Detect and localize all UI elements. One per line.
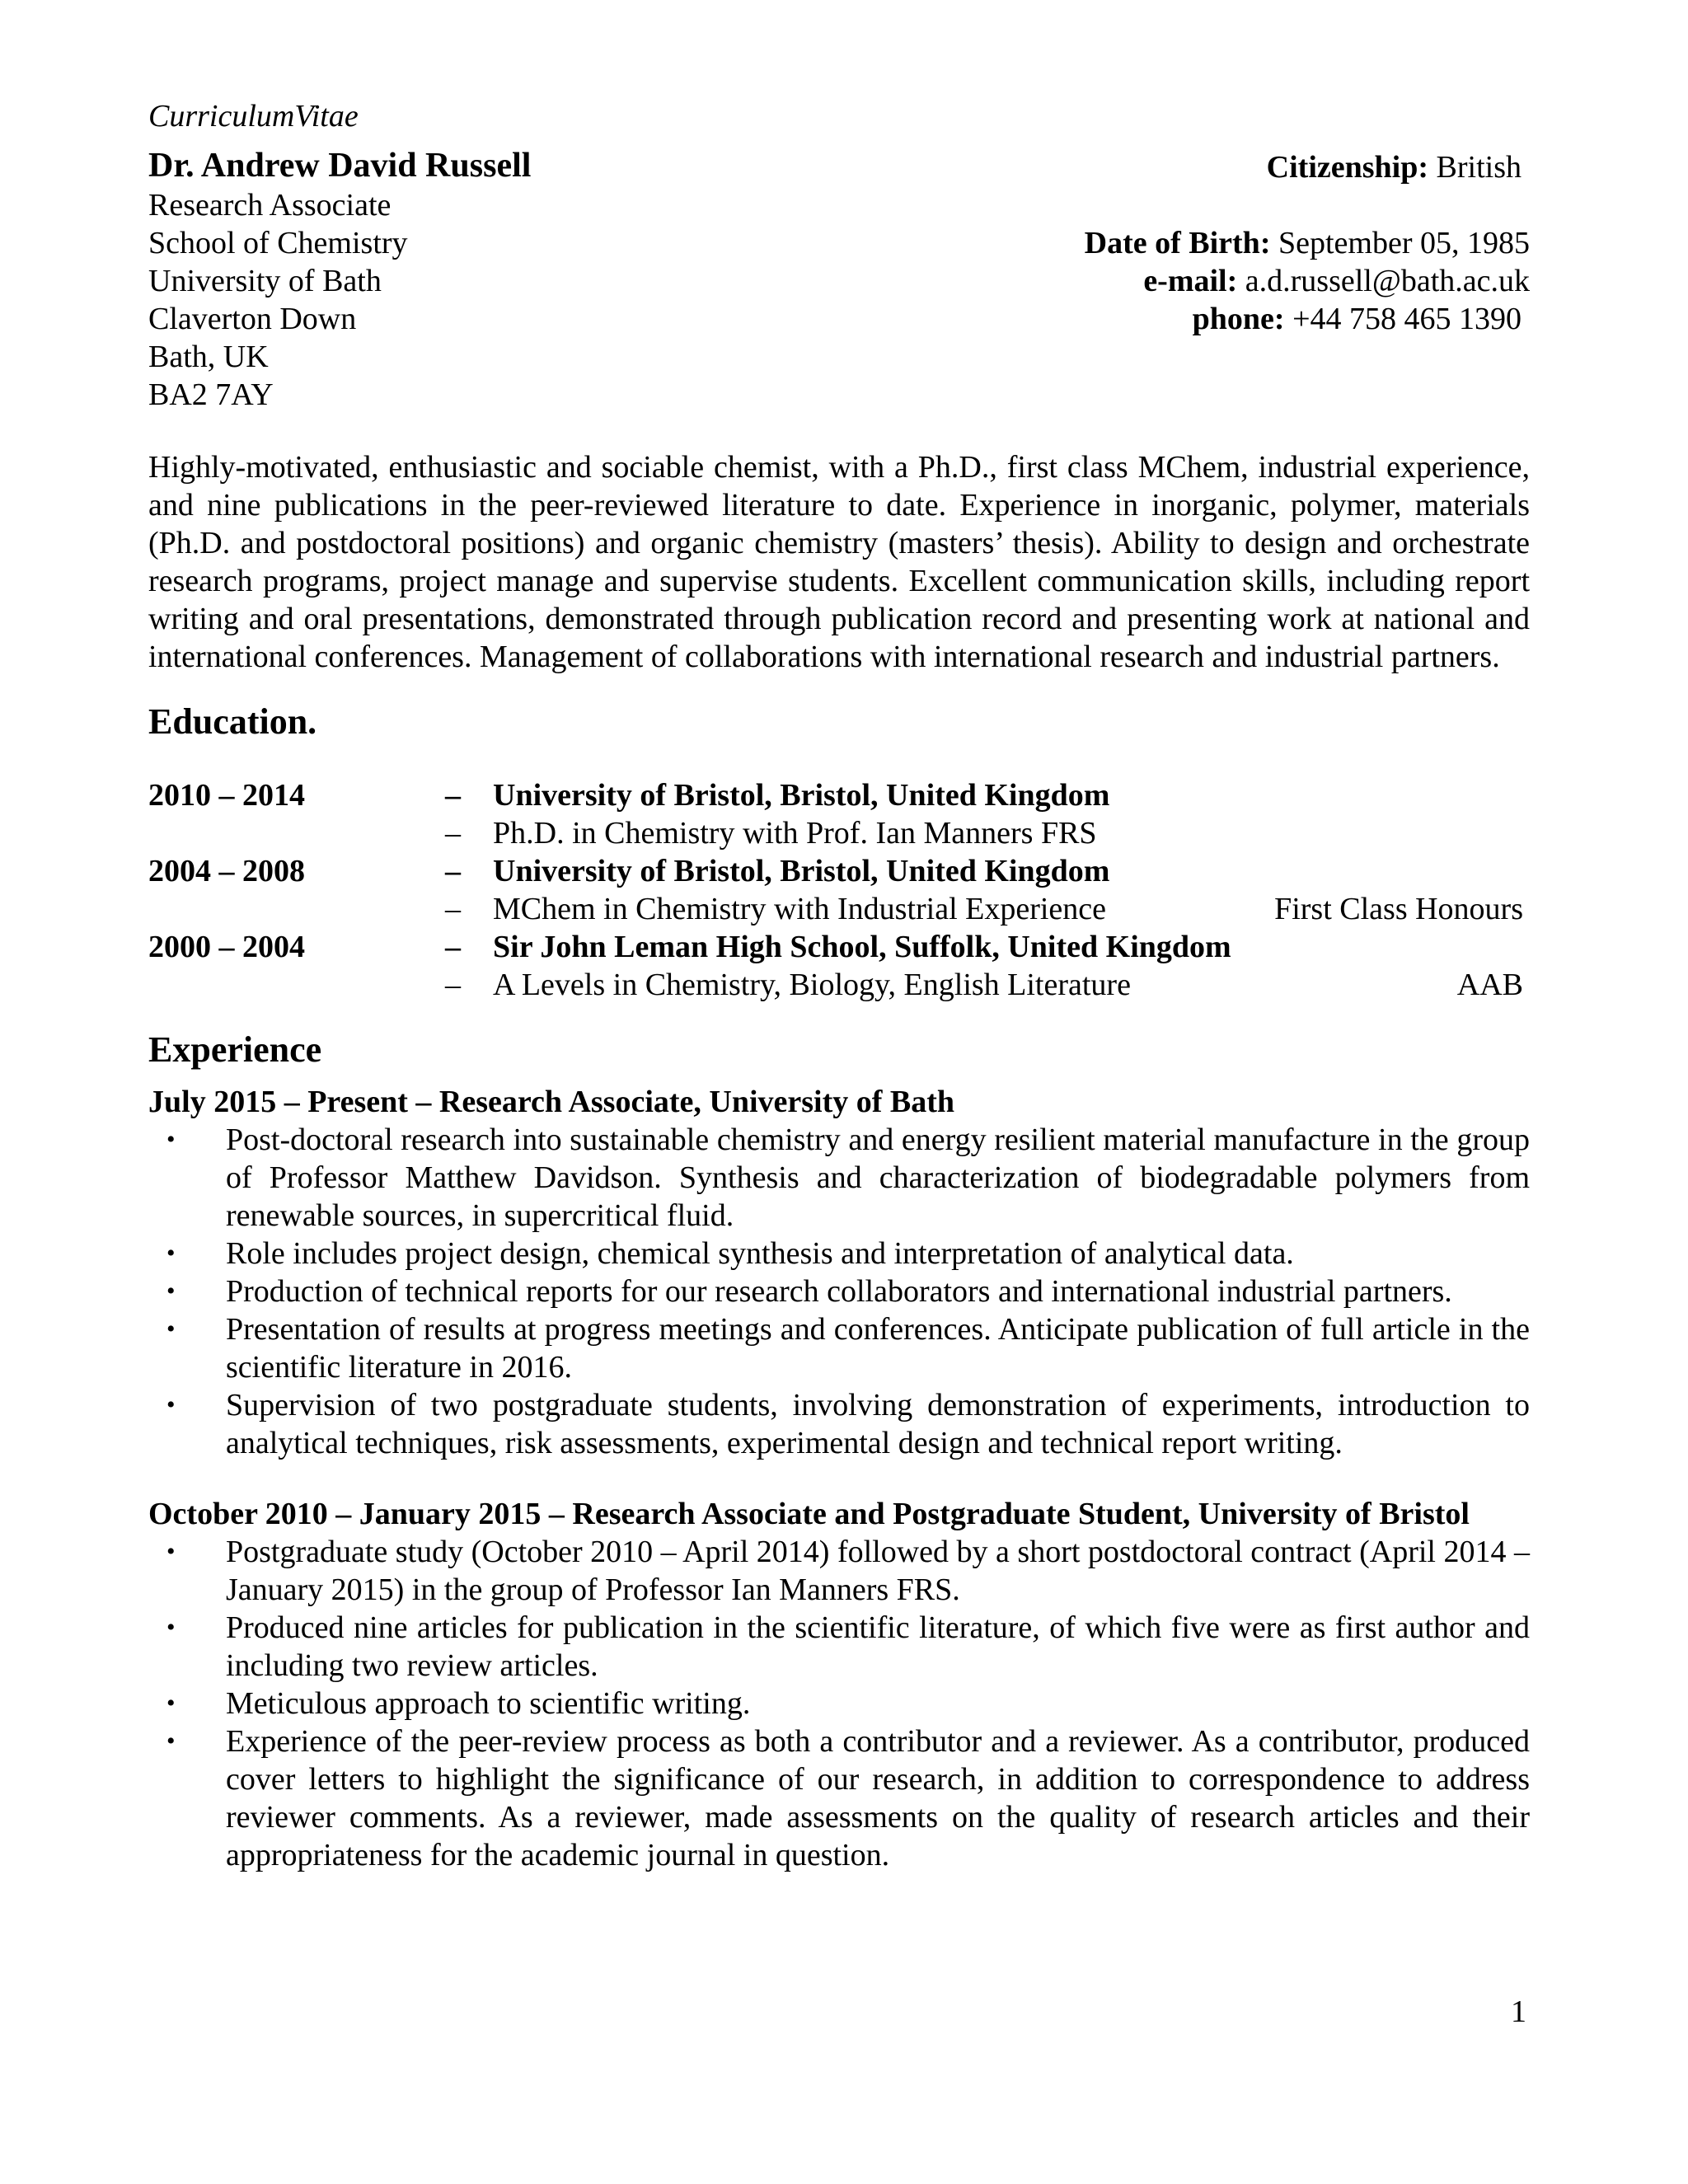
list-item <box>148 1533 1530 1609</box>
bullet-text: Postgraduate study (October 2010 – April 2014) followed by a short postdoctoral contract (April 2014 – January 2015) in the group of Professor Ian Manners FRS. <box>226 1535 1530 1607</box>
education-years: 2000 – 2004 <box>148 930 305 964</box>
phone-label: phone: <box>1192 302 1285 336</box>
bullet-text: Production of technical reports for our research collaborators and international industrial partners. <box>226 1274 1452 1309</box>
email-line <box>1143 262 1530 300</box>
role-title: July 2015 – Present – Research Associate, University of Bath <box>148 1085 955 1119</box>
education-entry <box>148 928 1530 966</box>
address-line-university: University of Bath <box>148 264 382 298</box>
education-entry <box>148 852 1530 890</box>
bullet-icon: • <box>166 1690 176 1717</box>
role-bullets <box>148 1121 1530 1462</box>
list-item <box>148 1685 1530 1722</box>
education-list <box>148 776 1530 1004</box>
dash-separator: – <box>445 930 461 964</box>
dash-separator: – <box>445 778 461 813</box>
dash-separator: – <box>445 892 461 926</box>
list-item <box>148 1121 1530 1235</box>
education-detail-row <box>148 966 1530 1004</box>
summary-paragraph: Highly-motivated, enthusiastic and sociable chemist, with a Ph.D., first class MChem, industrial experience, and nine publications in the peer-reviewed literature to date. Experience in inorganic, polymer, materials (Ph.D. and postdoctoral positions) and organic chemistry (masters’ thesis). Ability to design and orchestrate research programs, project manage and supervise students. Excellent communication skills, including report writing and oral presentations, demonstrated through publication record and presenting work at national and international conferences. Management of collaborations with international research and industrial partners. <box>148 450 1530 674</box>
address-line-city: Bath, UK <box>148 340 269 374</box>
list-item <box>148 1609 1530 1685</box>
bullet-icon: • <box>166 1240 176 1267</box>
bullet-icon: • <box>166 1391 176 1418</box>
role-title: October 2010 – January 2015 – Research Associate and Postgraduate Student, University of Bristol <box>148 1497 1470 1531</box>
dash-separator: – <box>445 854 461 888</box>
bullet-icon: • <box>166 1614 176 1641</box>
bullet-text: Meticulous approach to scientific writing. <box>226 1686 751 1721</box>
address-line-postcode: BA2 7AY <box>148 377 274 412</box>
citizenship-line <box>1267 148 1522 186</box>
education-detail-row <box>148 814 1530 852</box>
email-label: e-mail: <box>1143 264 1238 298</box>
phone-line <box>1193 300 1522 338</box>
education-years: 2004 – 2008 <box>148 854 305 888</box>
address-line-street: Claverton Down <box>148 302 357 336</box>
page-number: 1 <box>1511 1994 1526 2029</box>
education-years: 2010 – 2014 <box>148 778 305 813</box>
email-value[interactable]: a.d.russell@bath.ac.uk <box>1237 264 1530 298</box>
experience-heading: Experience <box>148 1029 322 1070</box>
education-heading: Education. <box>148 701 317 742</box>
education-entry <box>148 776 1530 814</box>
education-institution: Sir John Leman High School, Suffolk, United Kingdom <box>493 930 1231 964</box>
bullet-icon: • <box>166 1727 176 1755</box>
dash-separator: – <box>445 968 461 1002</box>
bullet-text: Role includes project design, chemical synthesis and interpretation of analytical data. <box>226 1236 1294 1271</box>
cv-page <box>148 97 1530 1874</box>
bullet-icon: • <box>166 1126 176 1153</box>
header <box>148 145 1530 414</box>
phone-value: +44 758 465 1390 <box>1284 302 1522 336</box>
education-detail: A Levels in Chemistry, Biology, English Literature <box>493 968 1131 1002</box>
education-detail-row <box>148 890 1530 928</box>
list-item <box>148 1386 1530 1462</box>
bullet-text: Experience of the peer-review process as both a contributor and a reviewer. As a contributor, produced cover letters to highlight the significance of our research, in addition to correspondence to address reviewer comments. As a reviewer, made assessments on the quality of research articles and their appropriateness for the academic journal in question. <box>226 1724 1530 1872</box>
education-grade: First Class Honours <box>1274 892 1523 926</box>
citizenship-label: Citizenship: <box>1266 150 1429 185</box>
dob-value: September 05, 1985 <box>1270 226 1530 260</box>
list-item <box>148 1235 1530 1272</box>
bullet-icon: • <box>166 1315 176 1343</box>
address-line-position: Research Associate <box>148 188 392 223</box>
education-institution: University of Bristol, Bristol, United Kingdom <box>493 778 1110 813</box>
dob-line <box>1085 224 1530 262</box>
dash-separator: – <box>445 816 461 851</box>
education-grade: AAB <box>1456 968 1523 1002</box>
citizenship-value: British <box>1428 150 1522 185</box>
education-detail: MChem in Chemistry with Industrial Experience <box>493 892 1107 926</box>
list-item <box>148 1722 1530 1874</box>
bullet-text: Supervision of two postgraduate students, involving demonstration of experiments, introduction to analytical techniques, risk assessments, experimental design and technical report writing. <box>226 1388 1530 1460</box>
dob-label: Date of Birth: <box>1084 226 1271 260</box>
education-detail: Ph.D. in Chemistry with Prof. Ian Manners FRS <box>493 816 1097 851</box>
bullet-text: Presentation of results at progress meetings and conferences. Anticipate publication of full article in the scientific literature in 2016. <box>226 1312 1530 1385</box>
document-label: CurriculumVitae <box>148 99 359 134</box>
list-item <box>148 1310 1530 1386</box>
candidate-name: Dr. Andrew David Russell <box>148 147 532 185</box>
bullet-text: Post-doctoral research into sustainable chemistry and energy resilient material manufacture in the group of Professor Matthew Davidson. Synthesis and characterization of biodegradable polymers from renewable sources, in supercritical fluid. <box>226 1122 1530 1233</box>
bullet-text: Produced nine articles for publication in the scientific literature, of which five were as first author and including two review articles. <box>226 1610 1530 1683</box>
role-bullets <box>148 1533 1530 1874</box>
bullet-icon: • <box>166 1538 176 1565</box>
bullet-icon: • <box>166 1277 176 1305</box>
education-institution: University of Bristol, Bristol, United Kingdom <box>493 854 1110 888</box>
list-item <box>148 1272 1530 1310</box>
address-line-school: School of Chemistry <box>148 226 408 260</box>
